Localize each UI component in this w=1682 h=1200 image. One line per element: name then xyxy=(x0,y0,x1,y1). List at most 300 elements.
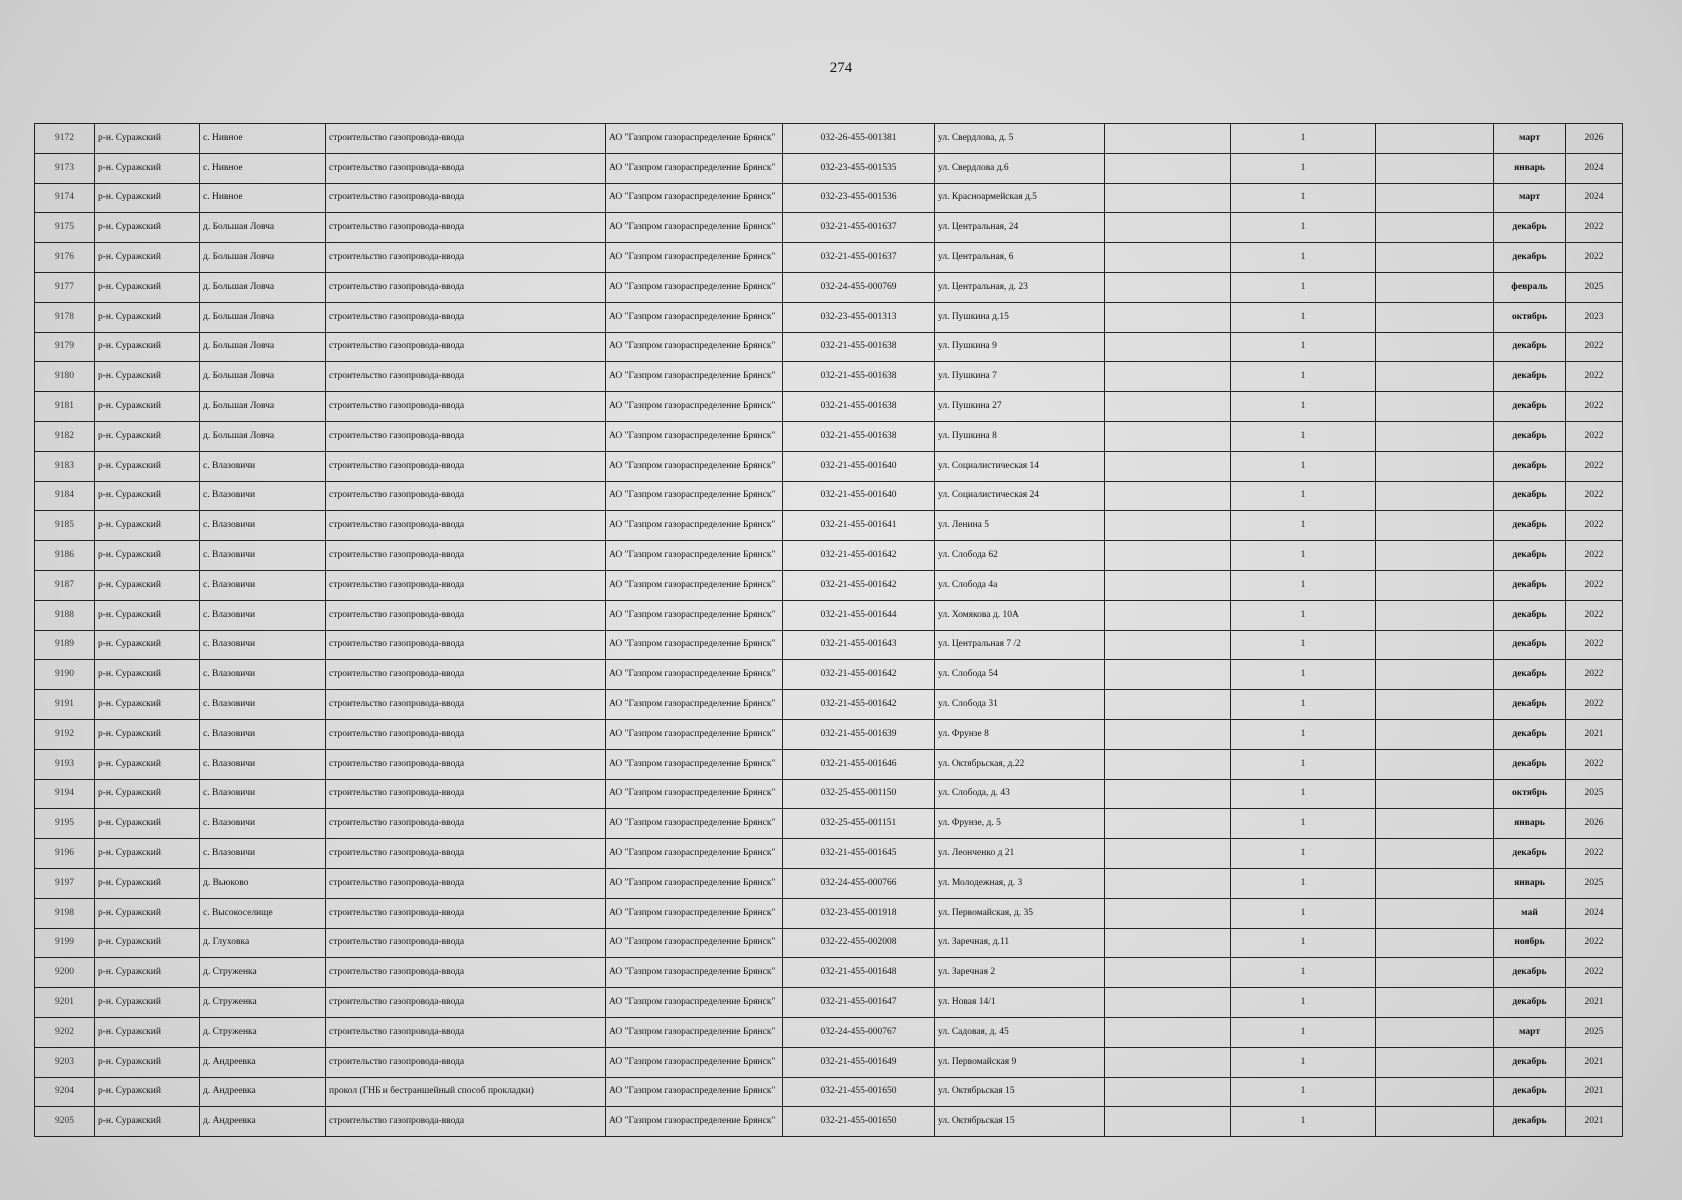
code-cell: 032-21-455-001639 xyxy=(783,719,935,749)
year-cell: 2023 xyxy=(1566,302,1623,332)
table-row xyxy=(35,958,1623,988)
count-cell: 1 xyxy=(1231,243,1376,273)
district-cell: р-н. Суражский xyxy=(95,451,200,481)
table-row xyxy=(35,362,1623,392)
locality-cell: д. Струженка xyxy=(200,988,326,1018)
code-cell: 032-21-455-001647 xyxy=(783,988,935,1018)
activity-cell: строительство газопровода-ввода xyxy=(326,1017,606,1047)
table-row xyxy=(35,630,1623,660)
month-cell: декабрь xyxy=(1494,213,1566,243)
year-cell: 2022 xyxy=(1566,600,1623,630)
empty-cell xyxy=(1105,153,1231,183)
row-number: 9184 xyxy=(35,481,95,511)
month-cell: декабрь xyxy=(1494,660,1566,690)
table-row xyxy=(35,183,1623,213)
organization-cell: АО "Газпром газораспределение Брянск" xyxy=(606,1077,783,1107)
month-cell: декабрь xyxy=(1494,243,1566,273)
activity-cell: строительство газопровода-ввода xyxy=(326,481,606,511)
activity-cell: строительство газопровода-ввода xyxy=(326,839,606,869)
row-number: 9172 xyxy=(35,124,95,154)
locality-cell: с. Влазовичи xyxy=(200,839,326,869)
empty-cell xyxy=(1105,690,1231,720)
year-cell: 2021 xyxy=(1566,1047,1623,1077)
district-cell: р-н. Суражский xyxy=(95,660,200,690)
year-cell: 2022 xyxy=(1566,451,1623,481)
locality-cell: с. Влазовичи xyxy=(200,600,326,630)
district-cell: р-н. Суражский xyxy=(95,1077,200,1107)
table-row xyxy=(35,1077,1623,1107)
code-cell: 032-23-455-001918 xyxy=(783,898,935,928)
organization-cell: АО "Газпром газораспределение Брянск" xyxy=(606,421,783,451)
row-number: 9178 xyxy=(35,302,95,332)
address-cell: ул. Центральная 7 /2 xyxy=(935,630,1105,660)
month-cell: декабрь xyxy=(1494,690,1566,720)
table-row xyxy=(35,660,1623,690)
row-number: 9189 xyxy=(35,630,95,660)
district-cell: р-н. Суражский xyxy=(95,839,200,869)
code-cell: 032-26-455-001381 xyxy=(783,124,935,154)
table-row xyxy=(35,124,1623,154)
table-row xyxy=(35,719,1623,749)
empty-cell xyxy=(1105,1077,1231,1107)
row-number: 9176 xyxy=(35,243,95,273)
count-cell: 1 xyxy=(1231,481,1376,511)
empty-cell xyxy=(1376,630,1494,660)
month-cell: февраль xyxy=(1494,272,1566,302)
table-row xyxy=(35,1107,1623,1137)
district-cell: р-н. Суражский xyxy=(95,719,200,749)
month-cell: декабрь xyxy=(1494,1107,1566,1137)
activity-cell: строительство газопровода-ввода xyxy=(326,213,606,243)
year-cell: 2026 xyxy=(1566,124,1623,154)
locality-cell: д. Андреевка xyxy=(200,1077,326,1107)
organization-cell: АО "Газпром газораспределение Брянск" xyxy=(606,600,783,630)
table-row xyxy=(35,421,1623,451)
activity-cell: строительство газопровода-ввода xyxy=(326,392,606,422)
month-cell: ноябрь xyxy=(1494,928,1566,958)
table-row xyxy=(35,392,1623,422)
table-row xyxy=(35,690,1623,720)
district-cell: р-н. Суражский xyxy=(95,779,200,809)
empty-cell xyxy=(1376,600,1494,630)
year-cell: 2025 xyxy=(1566,1017,1623,1047)
month-cell: декабрь xyxy=(1494,630,1566,660)
empty-cell xyxy=(1376,1107,1494,1137)
empty-cell xyxy=(1105,392,1231,422)
empty-cell xyxy=(1376,451,1494,481)
year-cell: 2021 xyxy=(1566,719,1623,749)
address-cell: ул. Центральная, 6 xyxy=(935,243,1105,273)
count-cell: 1 xyxy=(1231,213,1376,243)
activity-cell: строительство газопровода-ввода xyxy=(326,868,606,898)
district-cell: р-н. Суражский xyxy=(95,749,200,779)
row-number: 9188 xyxy=(35,600,95,630)
empty-cell xyxy=(1105,213,1231,243)
count-cell: 1 xyxy=(1231,511,1376,541)
count-cell: 1 xyxy=(1231,1047,1376,1077)
code-cell: 032-24-455-000769 xyxy=(783,272,935,302)
count-cell: 1 xyxy=(1231,839,1376,869)
district-cell: р-н. Суражский xyxy=(95,868,200,898)
organization-cell: АО "Газпром газораспределение Брянск" xyxy=(606,779,783,809)
row-number: 9183 xyxy=(35,451,95,481)
organization-cell: АО "Газпром газораспределение Брянск" xyxy=(606,362,783,392)
empty-cell xyxy=(1376,213,1494,243)
activity-cell: строительство газопровода-ввода xyxy=(326,1107,606,1137)
locality-cell: д. Глуховка xyxy=(200,928,326,958)
district-cell: р-н. Суражский xyxy=(95,1047,200,1077)
row-number: 9197 xyxy=(35,868,95,898)
locality-cell: д. Большая Ловча xyxy=(200,421,326,451)
count-cell: 1 xyxy=(1231,1017,1376,1047)
activity-cell: строительство газопровода-ввода xyxy=(326,600,606,630)
locality-cell: с. Влазовичи xyxy=(200,451,326,481)
district-cell: р-н. Суражский xyxy=(95,1107,200,1137)
district-cell: р-н. Суражский xyxy=(95,928,200,958)
month-cell: декабрь xyxy=(1494,332,1566,362)
locality-cell: с. Нивное xyxy=(200,153,326,183)
district-cell: р-н. Суражский xyxy=(95,332,200,362)
empty-cell xyxy=(1105,988,1231,1018)
year-cell: 2022 xyxy=(1566,511,1623,541)
row-number: 9180 xyxy=(35,362,95,392)
month-cell: январь xyxy=(1494,868,1566,898)
register-table xyxy=(34,123,1623,1137)
address-cell: ул. Заречная, д.11 xyxy=(935,928,1105,958)
empty-cell xyxy=(1105,1107,1231,1137)
row-number: 9175 xyxy=(35,213,95,243)
organization-cell: АО "Газпром газораспределение Брянск" xyxy=(606,690,783,720)
empty-cell xyxy=(1105,719,1231,749)
activity-cell: строительство газопровода-ввода xyxy=(326,779,606,809)
locality-cell: с. Нивное xyxy=(200,183,326,213)
row-number: 9193 xyxy=(35,749,95,779)
empty-cell xyxy=(1105,541,1231,571)
month-cell: октябрь xyxy=(1494,302,1566,332)
empty-cell xyxy=(1376,511,1494,541)
empty-cell xyxy=(1105,451,1231,481)
activity-cell: строительство газопровода-ввода xyxy=(326,690,606,720)
empty-cell xyxy=(1376,362,1494,392)
organization-cell: АО "Газпром газораспределение Брянск" xyxy=(606,630,783,660)
table-row xyxy=(35,868,1623,898)
locality-cell: с. Влазовичи xyxy=(200,690,326,720)
month-cell: декабрь xyxy=(1494,988,1566,1018)
empty-cell xyxy=(1105,868,1231,898)
address-cell: ул. Слобода 31 xyxy=(935,690,1105,720)
year-cell: 2021 xyxy=(1566,988,1623,1018)
month-cell: январь xyxy=(1494,153,1566,183)
organization-cell: АО "Газпром газораспределение Брянск" xyxy=(606,511,783,541)
organization-cell: АО "Газпром газораспределение Брянск" xyxy=(606,302,783,332)
empty-cell xyxy=(1105,749,1231,779)
district-cell: р-н. Суражский xyxy=(95,272,200,302)
empty-cell xyxy=(1376,570,1494,600)
organization-cell: АО "Газпром газораспределение Брянск" xyxy=(606,839,783,869)
empty-cell xyxy=(1376,1047,1494,1077)
empty-cell xyxy=(1105,809,1231,839)
district-cell: р-н. Суражский xyxy=(95,302,200,332)
row-number: 9202 xyxy=(35,1017,95,1047)
table-row xyxy=(35,779,1623,809)
year-cell: 2022 xyxy=(1566,421,1623,451)
count-cell: 1 xyxy=(1231,600,1376,630)
month-cell: декабрь xyxy=(1494,421,1566,451)
organization-cell: АО "Газпром газораспределение Брянск" xyxy=(606,1047,783,1077)
activity-cell: строительство газопровода-ввода xyxy=(326,124,606,154)
table-row xyxy=(35,570,1623,600)
activity-cell: строительство газопровода-ввода xyxy=(326,660,606,690)
count-cell: 1 xyxy=(1231,779,1376,809)
empty-cell xyxy=(1376,809,1494,839)
code-cell: 032-21-455-001650 xyxy=(783,1077,935,1107)
organization-cell: АО "Газпром газораспределение Брянск" xyxy=(606,213,783,243)
organization-cell: АО "Газпром газораспределение Брянск" xyxy=(606,124,783,154)
empty-cell xyxy=(1105,362,1231,392)
code-cell: 032-23-455-001536 xyxy=(783,183,935,213)
organization-cell: АО "Газпром газораспределение Брянск" xyxy=(606,183,783,213)
code-cell: 032-21-455-001642 xyxy=(783,570,935,600)
row-number: 9173 xyxy=(35,153,95,183)
month-cell: январь xyxy=(1494,809,1566,839)
locality-cell: д. Большая Ловча xyxy=(200,213,326,243)
organization-cell: АО "Газпром газораспределение Брянск" xyxy=(606,1107,783,1137)
month-cell: март xyxy=(1494,124,1566,154)
month-cell: декабрь xyxy=(1494,541,1566,571)
year-cell: 2022 xyxy=(1566,362,1623,392)
activity-cell: строительство газопровода-ввода xyxy=(326,958,606,988)
address-cell: ул. Слобода 54 xyxy=(935,660,1105,690)
empty-cell xyxy=(1105,928,1231,958)
row-number: 9198 xyxy=(35,898,95,928)
activity-cell: строительство газопровода-ввода xyxy=(326,928,606,958)
row-number: 9190 xyxy=(35,660,95,690)
code-cell: 032-21-455-001637 xyxy=(783,213,935,243)
month-cell: декабрь xyxy=(1494,749,1566,779)
count-cell: 1 xyxy=(1231,719,1376,749)
district-cell: р-н. Суражский xyxy=(95,958,200,988)
address-cell: ул. Садовая, д. 45 xyxy=(935,1017,1105,1047)
month-cell: декабрь xyxy=(1494,362,1566,392)
organization-cell: АО "Газпром газораспределение Брянск" xyxy=(606,153,783,183)
address-cell: ул. Центральная, 24 xyxy=(935,213,1105,243)
district-cell: р-н. Суражский xyxy=(95,124,200,154)
empty-cell xyxy=(1376,332,1494,362)
activity-cell: строительство газопровода-ввода xyxy=(326,898,606,928)
empty-cell xyxy=(1376,898,1494,928)
organization-cell: АО "Газпром газораспределение Брянск" xyxy=(606,332,783,362)
locality-cell: с. Нивное xyxy=(200,124,326,154)
count-cell: 1 xyxy=(1231,660,1376,690)
empty-cell xyxy=(1376,988,1494,1018)
row-number: 9179 xyxy=(35,332,95,362)
table-row xyxy=(35,898,1623,928)
empty-cell xyxy=(1105,183,1231,213)
address-cell: ул. Ленина 5 xyxy=(935,511,1105,541)
district-cell: р-н. Суражский xyxy=(95,570,200,600)
empty-cell xyxy=(1105,302,1231,332)
month-cell: декабрь xyxy=(1494,392,1566,422)
empty-cell xyxy=(1376,719,1494,749)
district-cell: р-н. Суражский xyxy=(95,153,200,183)
activity-cell: строительство газопровода-ввода xyxy=(326,183,606,213)
district-cell: р-н. Суражский xyxy=(95,481,200,511)
locality-cell: с. Влазовичи xyxy=(200,660,326,690)
table-row xyxy=(35,600,1623,630)
organization-cell: АО "Газпром газораспределение Брянск" xyxy=(606,541,783,571)
organization-cell: АО "Газпром газораспределение Брянск" xyxy=(606,570,783,600)
year-cell: 2025 xyxy=(1566,272,1623,302)
empty-cell xyxy=(1376,421,1494,451)
table-row xyxy=(35,1047,1623,1077)
empty-cell xyxy=(1105,272,1231,302)
organization-cell: АО "Газпром газораспределение Брянск" xyxy=(606,898,783,928)
district-cell: р-н. Суражский xyxy=(95,988,200,1018)
year-cell: 2025 xyxy=(1566,779,1623,809)
empty-cell xyxy=(1105,570,1231,600)
organization-cell: АО "Газпром газораспределение Брянск" xyxy=(606,451,783,481)
activity-cell: прокол (ГНБ и бестраншейный способ прокладки) xyxy=(326,1077,606,1107)
activity-cell: строительство газопровода-ввода xyxy=(326,332,606,362)
locality-cell: с. Влазовичи xyxy=(200,809,326,839)
organization-cell: АО "Газпром газораспределение Брянск" xyxy=(606,958,783,988)
address-cell: ул. Хомякова д. 10А xyxy=(935,600,1105,630)
empty-cell xyxy=(1376,124,1494,154)
count-cell: 1 xyxy=(1231,153,1376,183)
locality-cell: с. Влазовичи xyxy=(200,779,326,809)
district-cell: р-н. Суражский xyxy=(95,600,200,630)
code-cell: 032-21-455-001645 xyxy=(783,839,935,869)
activity-cell: строительство газопровода-ввода xyxy=(326,451,606,481)
count-cell: 1 xyxy=(1231,809,1376,839)
year-cell: 2022 xyxy=(1566,630,1623,660)
activity-cell: строительство газопровода-ввода xyxy=(326,988,606,1018)
address-cell: ул. Октябрьская 15 xyxy=(935,1077,1105,1107)
code-cell: 032-23-455-001535 xyxy=(783,153,935,183)
code-cell: 032-25-455-001150 xyxy=(783,779,935,809)
table-row xyxy=(35,1017,1623,1047)
organization-cell: АО "Газпром газораспределение Брянск" xyxy=(606,1017,783,1047)
code-cell: 032-21-455-001642 xyxy=(783,690,935,720)
empty-cell xyxy=(1105,332,1231,362)
page-number: 274 xyxy=(829,60,853,76)
table-row xyxy=(35,451,1623,481)
code-cell: 032-25-455-001151 xyxy=(783,809,935,839)
count-cell: 1 xyxy=(1231,124,1376,154)
count-cell: 1 xyxy=(1231,1107,1376,1137)
year-cell: 2022 xyxy=(1566,660,1623,690)
activity-cell: строительство газопровода-ввода xyxy=(326,541,606,571)
district-cell: р-н. Суражский xyxy=(95,213,200,243)
district-cell: р-н. Суражский xyxy=(95,630,200,660)
row-number: 9194 xyxy=(35,779,95,809)
code-cell: 032-21-455-001638 xyxy=(783,362,935,392)
row-number: 9196 xyxy=(35,839,95,869)
organization-cell: АО "Газпром газораспределение Брянск" xyxy=(606,272,783,302)
organization-cell: АО "Газпром газораспределение Брянск" xyxy=(606,719,783,749)
count-cell: 1 xyxy=(1231,541,1376,571)
year-cell: 2024 xyxy=(1566,153,1623,183)
empty-cell xyxy=(1376,302,1494,332)
organization-cell: АО "Газпром газораспределение Брянск" xyxy=(606,243,783,273)
count-cell: 1 xyxy=(1231,988,1376,1018)
code-cell: 032-21-455-001642 xyxy=(783,541,935,571)
month-cell: март xyxy=(1494,183,1566,213)
locality-cell: с. Влазовичи xyxy=(200,570,326,600)
empty-cell xyxy=(1376,1077,1494,1107)
address-cell: ул. Первомайская, д. 35 xyxy=(935,898,1105,928)
table-row xyxy=(35,302,1623,332)
locality-cell: д. Андреевка xyxy=(200,1047,326,1077)
count-cell: 1 xyxy=(1231,272,1376,302)
empty-cell xyxy=(1105,660,1231,690)
table-row xyxy=(35,839,1623,869)
year-cell: 2025 xyxy=(1566,868,1623,898)
activity-cell: строительство газопровода-ввода xyxy=(326,243,606,273)
register-table-body xyxy=(35,124,1623,1137)
year-cell: 2022 xyxy=(1566,928,1623,958)
address-cell: ул. Свердлова д.6 xyxy=(935,153,1105,183)
year-cell: 2024 xyxy=(1566,898,1623,928)
locality-cell: д. Андреевка xyxy=(200,1107,326,1137)
empty-cell xyxy=(1376,928,1494,958)
locality-cell: с. Влазовичи xyxy=(200,481,326,511)
table-row xyxy=(35,481,1623,511)
empty-cell xyxy=(1105,1047,1231,1077)
empty-cell xyxy=(1376,749,1494,779)
code-cell: 032-22-455-002008 xyxy=(783,928,935,958)
row-number: 9185 xyxy=(35,511,95,541)
activity-cell: строительство газопровода-ввода xyxy=(326,570,606,600)
address-cell: ул. Слобода, д. 43 xyxy=(935,779,1105,809)
count-cell: 1 xyxy=(1231,362,1376,392)
code-cell: 032-21-455-001638 xyxy=(783,332,935,362)
empty-cell xyxy=(1105,421,1231,451)
row-number: 9201 xyxy=(35,988,95,1018)
year-cell: 2022 xyxy=(1566,690,1623,720)
code-cell: 032-21-455-001646 xyxy=(783,749,935,779)
count-cell: 1 xyxy=(1231,630,1376,660)
organization-cell: АО "Газпром газораспределение Брянск" xyxy=(606,392,783,422)
address-cell: ул. Новая 14/1 xyxy=(935,988,1105,1018)
empty-cell xyxy=(1376,243,1494,273)
row-number: 9204 xyxy=(35,1077,95,1107)
locality-cell: д. Большая Ловча xyxy=(200,392,326,422)
month-cell: декабрь xyxy=(1494,481,1566,511)
empty-cell xyxy=(1376,541,1494,571)
year-cell: 2026 xyxy=(1566,809,1623,839)
organization-cell: АО "Газпром газораспределение Брянск" xyxy=(606,988,783,1018)
address-cell: ул. Социалистическая 24 xyxy=(935,481,1105,511)
code-cell: 032-21-455-001642 xyxy=(783,660,935,690)
code-cell: 032-21-455-001638 xyxy=(783,392,935,422)
empty-cell xyxy=(1105,243,1231,273)
year-cell: 2022 xyxy=(1566,839,1623,869)
activity-cell: строительство газопровода-ввода xyxy=(326,630,606,660)
district-cell: р-н. Суражский xyxy=(95,898,200,928)
organization-cell: АО "Газпром газораспределение Брянск" xyxy=(606,868,783,898)
locality-cell: с. Влазовичи xyxy=(200,719,326,749)
empty-cell xyxy=(1376,183,1494,213)
district-cell: р-н. Суражский xyxy=(95,243,200,273)
month-cell: декабрь xyxy=(1494,839,1566,869)
empty-cell xyxy=(1376,839,1494,869)
organization-cell: АО "Газпром газораспределение Брянск" xyxy=(606,749,783,779)
activity-cell: строительство газопровода-ввода xyxy=(326,1047,606,1077)
month-cell: декабрь xyxy=(1494,451,1566,481)
empty-cell xyxy=(1105,839,1231,869)
code-cell: 032-21-455-001644 xyxy=(783,600,935,630)
